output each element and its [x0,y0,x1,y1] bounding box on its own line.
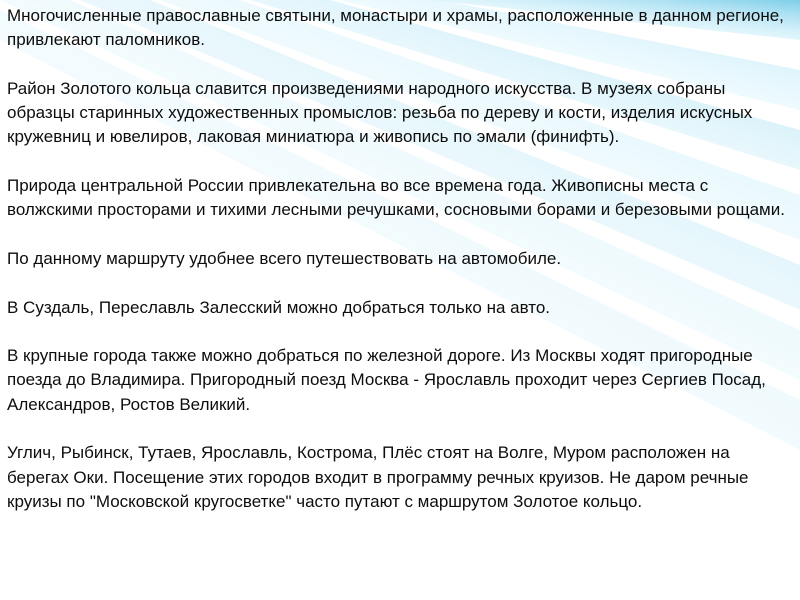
paragraph-railway: В крупные города также можно добраться по железной дороге. Из Москвы ходят пригородные поезда до Владимира. Пригородный поезд Москва - Ярославль проходит через Сергиев Посад, Александров, Ростов Великий. [7,346,766,414]
paragraph-nature: Природа центральной России привлекательна во все времена года. Живописны места с волжскими просторами и тихими лесными речушками, сосновыми борами и березовыми рощами. [7,176,785,220]
slide-text [7,4,792,514]
paragraph-car-travel: По данному маршруту удобнее всего путешествовать на автомобиле. [7,248,562,268]
paragraph-folk-art: Район Золотого кольца славится произведениями народного искусства. В музеях собраны образцы старинных художественных промыслов: резьба по дереву и кости, изделия искусных кружевниц и ювелиров, лаковая миниатюра и живопись по эмали (финифть). [7,78,753,147]
paragraph-suzdal: В Суздаль, Переславль Залесский можно добраться только на авто. [7,297,551,317]
paragraph-river-cruises: Углич, Рыбинск, Тутаев, Ярославль, Кострома, Плёс стоят на Волге, Муром расположен на берегах Оки. Посещение этих городов входит в программу речных круизов. Не даром речные круизы по "Московской кругосветке" часто путают с маршрутом Золотое кольцо. [7,443,749,511]
paragraph-pilgrimage: Многочисленные православные святыни, монастыри и храмы, расположенные в данном регионе, привлекают паломников. [7,6,784,50]
